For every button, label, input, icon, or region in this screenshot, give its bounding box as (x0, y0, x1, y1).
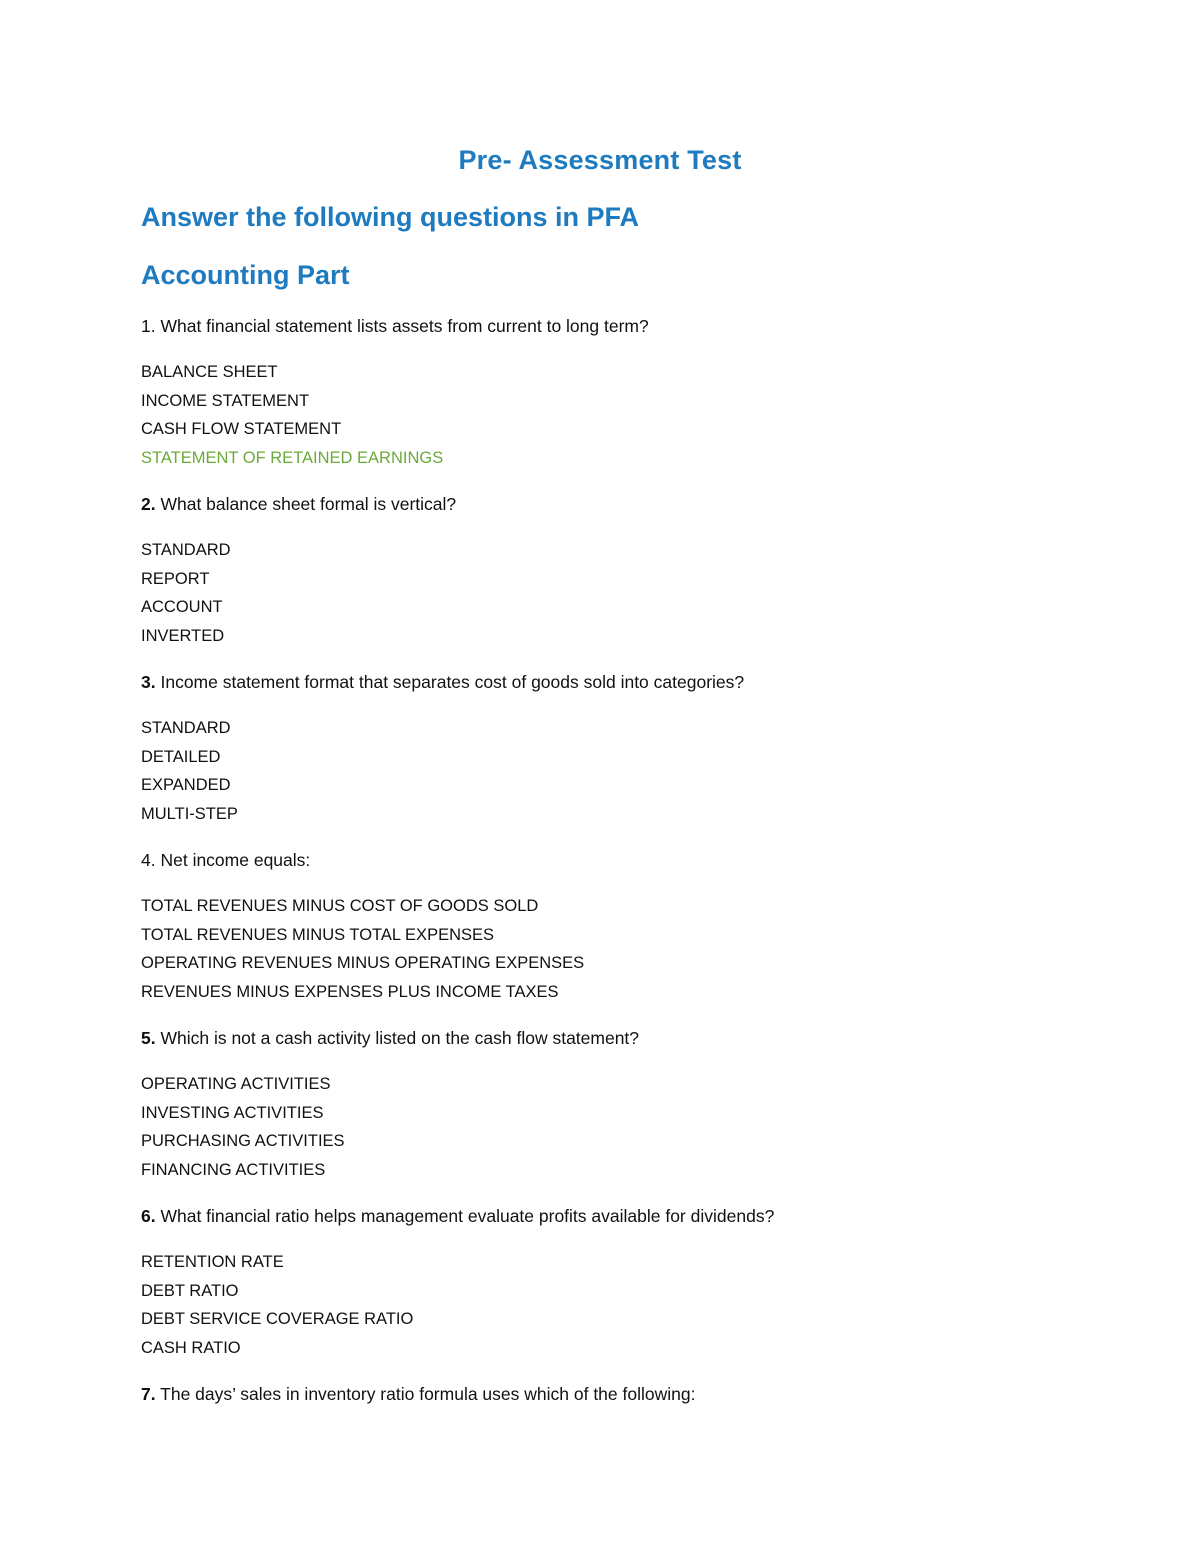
question-number: 2. (141, 494, 156, 514)
question-text: Net income equals: (155, 850, 311, 870)
answer-option: BALANCE SHEET (141, 363, 278, 381)
answer-option-highlighted: STATEMENT OF RETAINED EARNINGS (141, 448, 444, 467)
answer-option: DEBT RATIO (141, 1281, 239, 1300)
question-5 (141, 1026, 1101, 1050)
answer-option: REPORT (141, 569, 210, 588)
answer-option: FINANCING ACTIVITIES (141, 1160, 326, 1179)
answer-option: CASH FLOW STATEMENT (141, 420, 342, 438)
question-text: Which is not a cash activity listed on the cash flow statement? (155, 1028, 640, 1048)
question-number: 5. (141, 1028, 156, 1048)
answer-option: TOTAL REVENUES MINUS TOTAL EXPENSES (141, 925, 495, 944)
answer-option: PURCHASING ACTIVITIES (141, 1132, 345, 1150)
question-text: What financial ratio helps management evaluate profits available for dividends? (155, 1206, 775, 1226)
section-heading: Accounting Part (141, 260, 350, 290)
question-number: 6. (141, 1206, 156, 1226)
question-2 (141, 492, 1101, 516)
answer-options (141, 1248, 1101, 1362)
answer-option: MULTI-STEP (141, 804, 238, 823)
answer-option: STANDARD (141, 541, 231, 559)
answer-option: RETENTION RATE (141, 1253, 284, 1271)
question-text: What balance sheet formal is vertical? (155, 494, 457, 514)
answer-option: INVERTED (141, 626, 225, 645)
question-number: 1. (141, 316, 156, 336)
question-text: The days’ sales in inventory ratio formula uses which of the following: (155, 1384, 696, 1404)
answer-option: DEBT SERVICE COVERAGE RATIO (141, 1310, 414, 1328)
answer-option: CASH RATIO (141, 1338, 241, 1357)
question-4 (141, 848, 1101, 872)
answer-option: INVESTING ACTIVITIES (141, 1103, 324, 1122)
question-1 (141, 314, 1101, 338)
questions-list (141, 314, 1101, 1426)
page-title: Pre- Assessment Test (458, 145, 742, 175)
answer-option: REVENUES MINUS EXPENSES PLUS INCOME TAXES (141, 982, 559, 1001)
question-number: 7. (141, 1384, 156, 1404)
answer-option: DETAILED (141, 747, 221, 766)
instructions-heading: Answer the following questions in PFA (141, 202, 640, 232)
answer-options (141, 892, 1101, 1006)
answer-option: OPERATING ACTIVITIES (141, 1075, 331, 1093)
question-text: Income statement format that separates cost of goods sold into categories? (155, 672, 745, 692)
question-number: 3. (141, 672, 156, 692)
question-7 (141, 1382, 1101, 1406)
answer-options (141, 714, 1101, 828)
answer-options (141, 536, 1101, 650)
answer-option: OPERATING REVENUES MINUS OPERATING EXPENSES (141, 954, 585, 972)
answer-option: TOTAL REVENUES MINUS COST OF GOODS SOLD (141, 897, 539, 915)
question-3 (141, 670, 1101, 694)
answer-options (141, 1070, 1101, 1184)
answer-options (141, 358, 1101, 472)
answer-option: ACCOUNT (141, 598, 223, 616)
answer-option: STANDARD (141, 719, 231, 737)
answer-option: INCOME STATEMENT (141, 391, 310, 410)
question-number: 4. (141, 850, 156, 870)
question-6 (141, 1204, 1101, 1228)
question-text: What financial statement lists assets from current to long term? (155, 316, 649, 336)
answer-option: EXPANDED (141, 776, 231, 794)
